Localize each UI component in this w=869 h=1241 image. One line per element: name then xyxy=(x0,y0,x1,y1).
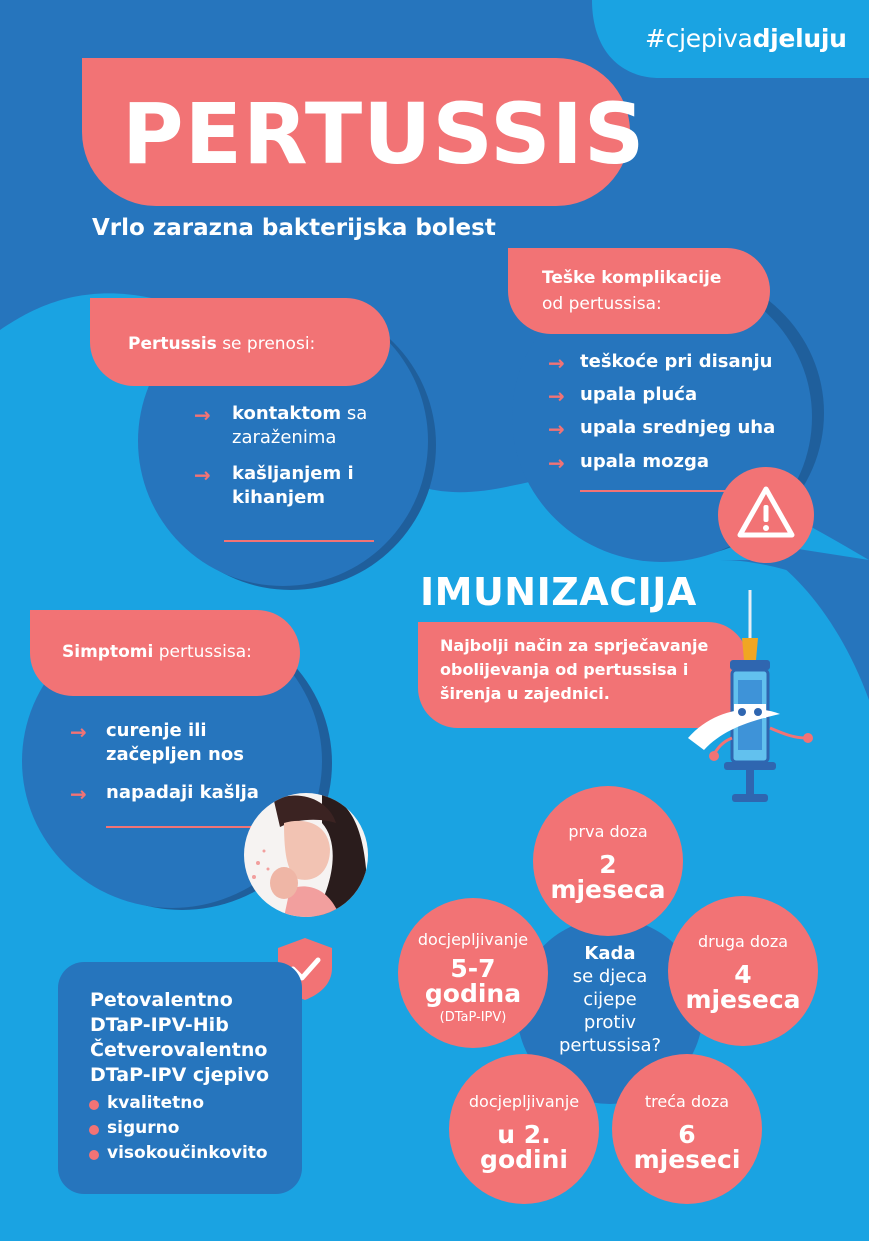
immunization-text: Najbolji način za sprječavanje obolijevanja od pertussisa i širenja u zajednici. xyxy=(440,636,709,703)
dose-unit: mjeseca xyxy=(685,985,801,1014)
transmission-item-rest: sa zaraženima xyxy=(232,403,368,448)
dose-label: docjepljivanje xyxy=(417,930,529,949)
vaccine-title xyxy=(90,988,269,1088)
bullet-dot xyxy=(89,1100,99,1110)
dose-circle-booster-age2 xyxy=(449,1054,599,1204)
arrow-icon: → xyxy=(548,451,565,475)
vaccine-title-line: DTaP-IPV-Hib xyxy=(90,1014,229,1036)
transmission-item xyxy=(232,462,372,510)
dose-value: 5-7 xyxy=(450,954,496,983)
transmission-heading-bold: Pertussis xyxy=(128,334,217,354)
page-subtitle: Vrlo zarazna bakterijska bolest xyxy=(92,215,496,241)
dose-circle-first xyxy=(533,786,683,936)
dose-circle-booster-age5-7 xyxy=(398,898,548,1048)
transmission-heading xyxy=(128,334,315,354)
hashtag-regular: #cjepiva xyxy=(645,24,753,53)
dose-note: (DTaP-IPV) xyxy=(439,1010,507,1025)
hashtag xyxy=(645,24,847,53)
arrow-icon: → xyxy=(548,417,565,441)
bullet-dot xyxy=(89,1150,99,1160)
symptoms-heading-bold: Simptomi xyxy=(62,642,154,662)
dose-value: 2 xyxy=(599,850,617,879)
arrow-icon: → xyxy=(548,384,565,408)
complication-item: teškoće pri disanju xyxy=(580,351,773,372)
transmission-item-bold: kašljanjem i kihanjem xyxy=(232,463,354,508)
symptom-item: napadaji kašlja xyxy=(106,782,259,803)
dose-value: u 2. xyxy=(497,1120,551,1149)
complications-heading-line2: od pertussisa: xyxy=(542,294,662,314)
vaccine-title-line: Četverovalentno xyxy=(90,1039,268,1061)
transmission-heading-rest: se prenosi: xyxy=(216,334,316,354)
dose-label: druga doza xyxy=(697,932,789,951)
vaccine-title-line: Petovalentno xyxy=(90,989,233,1011)
dose-label: treća doza xyxy=(644,1092,730,1111)
complications-heading-pill xyxy=(508,248,770,334)
dose-value: 6 xyxy=(678,1120,696,1149)
warning-icon xyxy=(718,467,814,563)
page-title: PERTUSSIS xyxy=(122,85,646,183)
symptoms-heading-rest: pertussisa: xyxy=(153,642,252,662)
schedule-question-line: pertussisa? xyxy=(558,1035,662,1056)
dose-unit: godina xyxy=(424,979,522,1008)
vaccine-bullet: sigurno xyxy=(107,1118,180,1138)
complication-item: upala pluća xyxy=(580,384,698,405)
syringe-mascot-illustration xyxy=(684,588,814,806)
divider xyxy=(580,490,730,492)
vaccine-title-line: DTaP-IPV cjepivo xyxy=(90,1064,270,1086)
divider xyxy=(106,826,256,828)
schedule-question-line: cijepe xyxy=(583,989,637,1010)
arrow-icon: → xyxy=(70,782,87,806)
symptom-item: curenje ili začepljen nos xyxy=(106,720,244,765)
dose-unit: mjeseca xyxy=(550,875,666,904)
dose-circle-second xyxy=(668,896,818,1046)
schedule-question-bold: Kada xyxy=(584,943,636,964)
dose-unit: mjeseci xyxy=(633,1145,741,1174)
hashtag-bold: djeluju xyxy=(752,24,847,53)
vaccine-bullet: kvalitetno xyxy=(107,1093,205,1113)
symptoms-heading xyxy=(62,642,252,662)
arrow-icon: → xyxy=(194,463,211,487)
complication-item: upala mozga xyxy=(580,451,710,472)
transmission-item xyxy=(232,402,392,450)
schedule-question-line: se djeca xyxy=(572,966,648,987)
complications-heading-line1: Teške komplikacije xyxy=(542,268,722,288)
coughing-person-illustration xyxy=(244,793,368,917)
arrow-icon: → xyxy=(548,351,565,375)
dose-label: prva doza xyxy=(568,822,648,841)
arrow-icon: → xyxy=(70,720,87,744)
bullet-dot xyxy=(89,1125,99,1135)
immunization-title: IMUNIZACIJA xyxy=(420,570,697,614)
arrow-icon: → xyxy=(194,403,211,427)
complication-item: upala srednjeg uha xyxy=(580,417,776,438)
dose-value: 4 xyxy=(734,960,752,989)
vaccine-bullet: visokoučinkovito xyxy=(107,1143,268,1163)
divider xyxy=(224,540,374,542)
dose-circle-third xyxy=(612,1054,762,1204)
schedule-question-line: protiv xyxy=(583,1012,637,1033)
dose-label: docjepljivanje xyxy=(468,1092,580,1111)
dose-unit: godini xyxy=(480,1145,568,1174)
transmission-item-bold: kontaktom xyxy=(232,403,342,424)
